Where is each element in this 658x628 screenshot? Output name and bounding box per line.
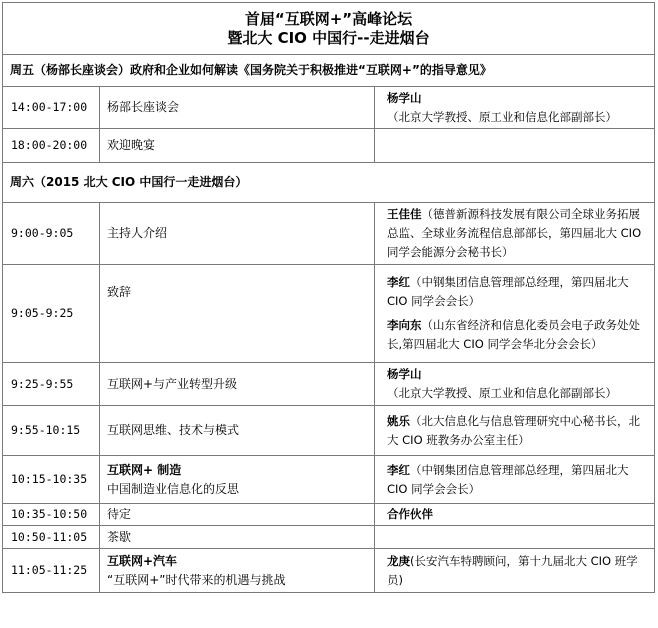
table-row [3, 363, 655, 406]
speaker-name: 合作伙伴 [387, 507, 433, 521]
topic-cell [100, 549, 375, 593]
speaker-name: 杨学山 [387, 367, 422, 381]
topic-cell: 杨部长座谈会 [100, 87, 375, 129]
time-cell: 18:00-20:00 [3, 129, 100, 163]
table-row [3, 456, 655, 504]
time-cell: 9:05-9:25 [3, 265, 100, 363]
table-row [3, 203, 655, 265]
schedule-table [2, 2, 655, 593]
speaker-name: 杨学山 [387, 90, 422, 105]
topic-cell [100, 456, 375, 504]
topic-category: 互联网+ 制造 [107, 462, 182, 477]
speaker-cell [375, 406, 655, 456]
speaker-name: 王佳佳 [387, 207, 422, 221]
title-line-2: 暨北大 CIO 中国行--走进烟台 [227, 28, 430, 47]
speaker-cell [375, 203, 655, 265]
topic-title: 中国制造业信息化的反思 [107, 481, 240, 496]
speaker-detail: （北京大学教授、原工业和信息化部副部长） [387, 386, 617, 400]
speaker-name: 李向东 [387, 318, 422, 332]
title-line-1: 首届“互联网+”高峰论坛 [244, 9, 413, 28]
speaker-detail: （德普新源科技发展有限公司全球业务拓展总监、全球业务流程信息部部长，第四届北大 CIO 同学会能源分会秘书长） [387, 207, 642, 259]
section-heading-row [3, 163, 655, 203]
time-cell: 10:50-11:05 [3, 526, 100, 549]
speaker-entry [387, 316, 647, 354]
topic-cell: 待定 [100, 504, 375, 526]
speaker-detail: （山东省经济和信息化委员会电子政务处处长,第四届北大 CIO 同学会华北分会会长） [387, 318, 640, 351]
speaker-detail: （北大信息化与信息管理研究中心秘书长，北大 CIO 班教务办公室主任） [387, 413, 640, 447]
speaker-name: 龙庚 [387, 553, 410, 568]
speaker-cell [375, 456, 655, 504]
table-row [3, 265, 655, 363]
speaker-cell [375, 526, 655, 549]
time-cell: 11:05-11:25 [3, 549, 100, 593]
speaker-detail: （北京大学教授、原工业和信息化部副部长） [387, 109, 617, 124]
speaker-detail: (长安汽车特聘顾问，第十九届北大 CIO 班学员) [387, 553, 638, 587]
table-row [3, 526, 655, 549]
time-cell: 10:15-10:35 [3, 456, 100, 504]
speaker-cell [375, 549, 655, 593]
time-cell: 14:00-17:00 [3, 87, 100, 129]
title-row [3, 3, 655, 55]
speaker-cell [375, 87, 655, 129]
speaker-cell [375, 129, 655, 163]
speaker-name: 姚乐 [387, 413, 410, 428]
topic-cell: 致辞 [100, 265, 375, 363]
speaker-cell [375, 265, 655, 363]
time-cell: 9:55-10:15 [3, 406, 100, 456]
time-cell: 10:35-10:50 [3, 504, 100, 526]
speaker-cell [375, 363, 655, 406]
topic-cell: 欢迎晚宴 [100, 129, 375, 163]
table-row [3, 129, 655, 163]
speaker-entry [387, 273, 647, 311]
speaker-detail: （中钢集团信息管理部总经理，第四届北大 CIO 同学会会长） [387, 462, 629, 496]
topic-cell: 互联网思维、技术与模式 [100, 406, 375, 456]
topic-category: 互联网+汽车 [107, 553, 178, 568]
topic-cell: 茶歇 [100, 526, 375, 549]
speaker-name: 李红 [387, 462, 410, 477]
table-row [3, 504, 655, 526]
section-heading-saturday: 周六（2015 北大 CIO 中国行一走进烟台） [3, 163, 655, 203]
time-cell: 9:25-9:55 [3, 363, 100, 406]
section-heading-row [3, 55, 655, 87]
topic-cell: 互联网+与产业转型升级 [100, 363, 375, 406]
topic-title: “互联网+”时代带来的机遇与挑战 [107, 572, 286, 587]
section-heading-friday: 周五（杨部长座谈会）政府和企业如何解读《国务院关于积极推进“互联网+”的指导意见》 [3, 55, 655, 87]
table-row [3, 549, 655, 593]
table-row [3, 406, 655, 456]
speaker-detail: （中钢集团信息管理部总经理，第四届北大 CIO 同学会会长） [387, 275, 629, 308]
speaker-name: 李红 [387, 275, 410, 289]
topic-cell: 主持人介绍 [100, 203, 375, 265]
time-cell: 9:00-9:05 [3, 203, 100, 265]
table-row [3, 87, 655, 129]
speaker-cell [375, 504, 655, 526]
document-title [3, 3, 655, 55]
